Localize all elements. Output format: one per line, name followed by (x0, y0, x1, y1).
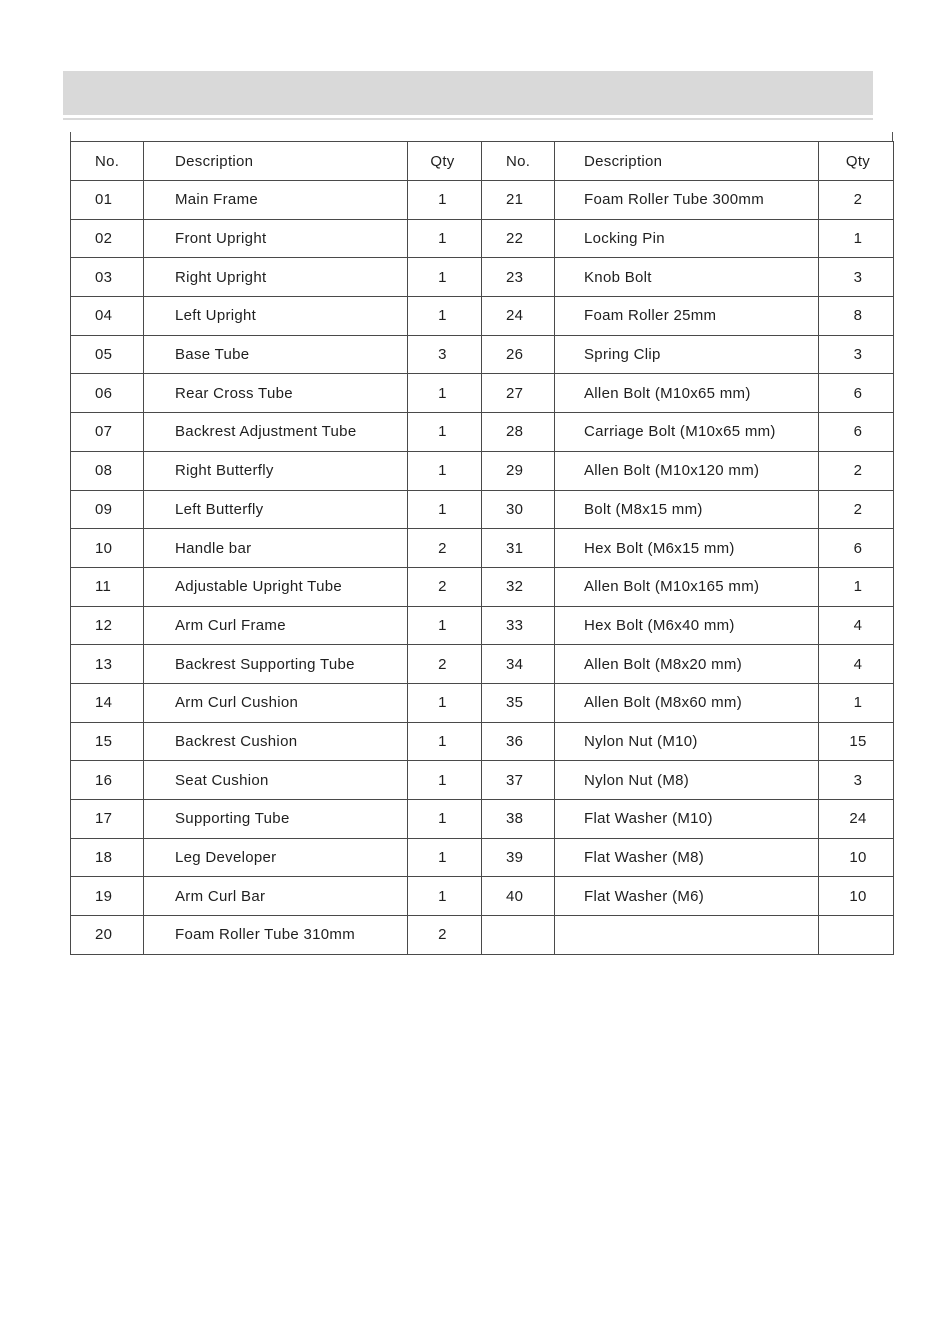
part-description: Allen Bolt (M10x65 mm) (555, 374, 819, 413)
table-row (71, 877, 894, 916)
part-description: Arm Curl Bar (144, 877, 408, 916)
part-description: Foam Roller Tube 300mm (555, 181, 819, 220)
part-quantity: 2 (408, 916, 482, 955)
part-quantity: 15 (819, 722, 894, 761)
part-quantity: 1 (408, 722, 482, 761)
part-description: Seat Cushion (144, 761, 408, 800)
part-number: 34 (482, 645, 555, 684)
part-number: 14 (71, 683, 144, 722)
part-description: Arm Curl Frame (144, 606, 408, 645)
part-description: Foam Roller 25mm (555, 297, 819, 336)
part-quantity: 2 (408, 567, 482, 606)
part-quantity: 1 (408, 877, 482, 916)
part-number: 30 (482, 490, 555, 529)
part-quantity: 1 (408, 606, 482, 645)
part-number: 16 (71, 761, 144, 800)
part-number: 37 (482, 761, 555, 800)
table-row (71, 529, 894, 568)
part-number: 38 (482, 800, 555, 839)
part-quantity: 1 (408, 258, 482, 297)
part-quantity: 1 (408, 838, 482, 877)
table-row (71, 567, 894, 606)
part-quantity: 4 (819, 606, 894, 645)
part-number: 17 (71, 800, 144, 839)
header-qty: Qty (408, 142, 482, 181)
part-quantity: 3 (408, 335, 482, 374)
part-description: Hex Bolt (M6x40 mm) (555, 606, 819, 645)
part-number: 28 (482, 413, 555, 452)
part-description: Leg Developer (144, 838, 408, 877)
header-no: No. (482, 142, 555, 181)
part-number: 06 (71, 374, 144, 413)
table-row (71, 645, 894, 684)
part-quantity: 1 (819, 567, 894, 606)
part-description: Backrest Adjustment Tube (144, 413, 408, 452)
table-row (71, 722, 894, 761)
part-number: 11 (71, 567, 144, 606)
part-number: 24 (482, 297, 555, 336)
part-quantity: 1 (408, 490, 482, 529)
part-description: Hex Bolt (M6x15 mm) (555, 529, 819, 568)
part-description: Nylon Nut (M10) (555, 722, 819, 761)
part-description: Flat Washer (M6) (555, 877, 819, 916)
part-quantity: 1 (408, 413, 482, 452)
part-number: 09 (71, 490, 144, 529)
part-quantity: 6 (819, 413, 894, 452)
table-row (71, 838, 894, 877)
table-row (71, 181, 894, 220)
part-description: Base Tube (144, 335, 408, 374)
part-description: Arm Curl Cushion (144, 683, 408, 722)
part-quantity: 3 (819, 335, 894, 374)
part-description: Locking Pin (555, 219, 819, 258)
table-row (71, 683, 894, 722)
part-description: Foam Roller Tube 310mm (144, 916, 408, 955)
table-row (71, 761, 894, 800)
part-description: Main Frame (144, 181, 408, 220)
part-description: Knob Bolt (555, 258, 819, 297)
table-header-row (71, 142, 894, 181)
part-description: Right Butterfly (144, 451, 408, 490)
part-number: 40 (482, 877, 555, 916)
part-description: Rear Cross Tube (144, 374, 408, 413)
part-number: 05 (71, 335, 144, 374)
part-quantity: 2 (408, 645, 482, 684)
part-description: Right Upright (144, 258, 408, 297)
part-description: Front Upright (144, 219, 408, 258)
part-number: 19 (71, 877, 144, 916)
part-quantity: 3 (819, 258, 894, 297)
part-quantity: 1 (408, 181, 482, 220)
part-description: Allen Bolt (M8x20 mm) (555, 645, 819, 684)
part-quantity: 2 (819, 181, 894, 220)
part-number: 07 (71, 413, 144, 452)
part-quantity: 1 (408, 683, 482, 722)
part-description: Handle bar (144, 529, 408, 568)
part-quantity: 4 (819, 645, 894, 684)
part-quantity: 10 (819, 877, 894, 916)
part-description: Nylon Nut (M8) (555, 761, 819, 800)
part-quantity: 6 (819, 529, 894, 568)
table-row (71, 451, 894, 490)
part-number: 08 (71, 451, 144, 490)
part-description: Supporting Tube (144, 800, 408, 839)
part-quantity: 1 (819, 219, 894, 258)
table-row (71, 219, 894, 258)
part-description: Flat Washer (M8) (555, 838, 819, 877)
part-quantity: 2 (408, 529, 482, 568)
header-bar (63, 71, 873, 115)
part-number: 04 (71, 297, 144, 336)
header-description: Description (555, 142, 819, 181)
part-description: Left Upright (144, 297, 408, 336)
part-description: Allen Bolt (M10x165 mm) (555, 567, 819, 606)
part-description: Backrest Supporting Tube (144, 645, 408, 684)
part-quantity: 1 (819, 683, 894, 722)
part-description: Allen Bolt (M10x120 mm) (555, 451, 819, 490)
part-number: 03 (71, 258, 144, 297)
table-row (71, 490, 894, 529)
part-quantity: 1 (408, 374, 482, 413)
table-row (71, 800, 894, 839)
table-row (71, 606, 894, 645)
part-number: 21 (482, 181, 555, 220)
table-row (71, 916, 894, 955)
table-row (71, 258, 894, 297)
part-number: 20 (71, 916, 144, 955)
part-number: 31 (482, 529, 555, 568)
part-number: 18 (71, 838, 144, 877)
part-quantity: 1 (408, 761, 482, 800)
part-quantity: 2 (819, 490, 894, 529)
table-row (71, 335, 894, 374)
table-row (71, 297, 894, 336)
part-description: Allen Bolt (M8x60 mm) (555, 683, 819, 722)
part-number: 26 (482, 335, 555, 374)
part-number: 35 (482, 683, 555, 722)
part-number: 39 (482, 838, 555, 877)
header-divider (63, 118, 873, 120)
part-quantity: 3 (819, 761, 894, 800)
part-quantity: 24 (819, 800, 894, 839)
part-number: 23 (482, 258, 555, 297)
part-number: 12 (71, 606, 144, 645)
part-description: Flat Washer (M10) (555, 800, 819, 839)
header-no: No. (71, 142, 144, 181)
part-number: 36 (482, 722, 555, 761)
part-description: Left Butterfly (144, 490, 408, 529)
part-quantity: 1 (408, 800, 482, 839)
part-description: Adjustable Upright Tube (144, 567, 408, 606)
part-number: 29 (482, 451, 555, 490)
part-description: Spring Clip (555, 335, 819, 374)
part-description: Backrest Cushion (144, 722, 408, 761)
part-number: 33 (482, 606, 555, 645)
part-description (555, 916, 819, 955)
header-qty: Qty (819, 142, 894, 181)
header-description: Description (144, 142, 408, 181)
part-number: 01 (71, 181, 144, 220)
part-number: 32 (482, 567, 555, 606)
table-row (71, 374, 894, 413)
part-quantity: 1 (408, 451, 482, 490)
part-number: 02 (71, 219, 144, 258)
part-quantity: 8 (819, 297, 894, 336)
part-description: Bolt (M8x15 mm) (555, 490, 819, 529)
parts-list-table (70, 141, 894, 955)
part-number: 22 (482, 219, 555, 258)
part-quantity: 1 (408, 297, 482, 336)
part-quantity: 1 (408, 219, 482, 258)
table-row (71, 413, 894, 452)
part-number: 27 (482, 374, 555, 413)
part-description: Carriage Bolt (M10x65 mm) (555, 413, 819, 452)
part-number (482, 916, 555, 955)
part-number: 15 (71, 722, 144, 761)
part-quantity: 2 (819, 451, 894, 490)
part-quantity: 10 (819, 838, 894, 877)
part-number: 13 (71, 645, 144, 684)
part-quantity (819, 916, 894, 955)
part-number: 10 (71, 529, 144, 568)
part-quantity: 6 (819, 374, 894, 413)
